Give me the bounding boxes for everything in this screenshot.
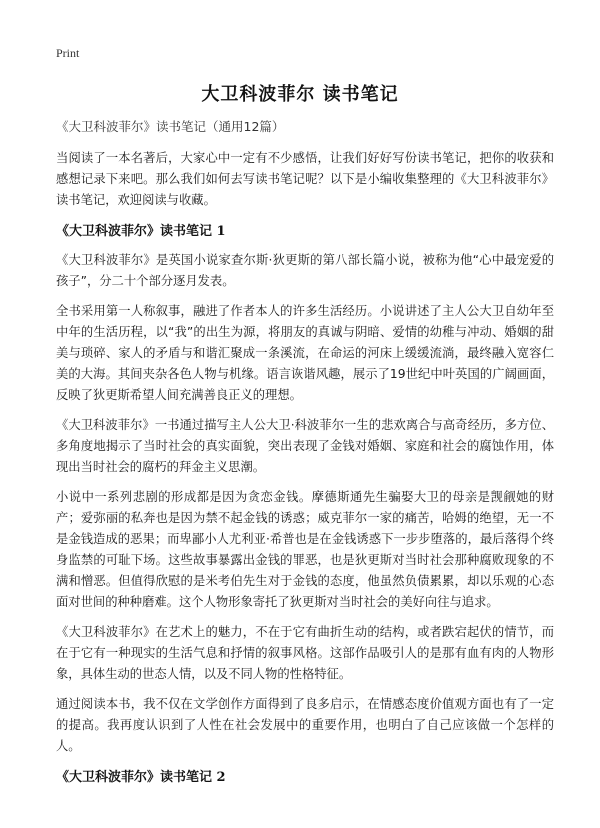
section-heading-1: 《大卫科波菲尔》读书笔记 1 xyxy=(56,224,226,239)
section-heading-2: 《大卫科波菲尔》读书笔记 2 xyxy=(56,770,226,785)
print-link[interactable]: Print xyxy=(56,46,80,60)
section1-paragraph-1: 《大卫科波菲尔》是英国小说家查尔斯·狄更斯的第八部长篇小说，被称为他“心中最宠爱的孩子”，分二十个部分逐月发表。 xyxy=(56,253,554,288)
article-subtitle: 《大卫科波菲尔》读书笔记（通用12篇） xyxy=(56,119,285,134)
section1-paragraph-6: 通过阅读本书，我不仅在文学创作方面得到了良多启示，在情感态度价值观方面也有了一定的提高。我再度认识到了人性在社会发展中的重要作用，也明白了自己应该做一个怎样的人。 xyxy=(56,697,554,753)
article-body xyxy=(56,118,554,796)
intro-paragraph: 当阅读了一本名著后，大家心中一定有不少感悟，让我们好好写份读书笔记，把你的收获和感想记录下来吧。那么我们如何去写读书笔记呢？以下是小编收集整理的《大卫科波菲尔》读书笔记，欢迎阅读与收藏。 xyxy=(56,151,554,207)
section1-paragraph-2: 全书采用第一人称叙事，融进了作者本人的许多生活经历。小说讲述了主人公大卫自幼年至中年的生活历程，以“我”的出生为源，将朋友的真诚与阴暗、爱情的幼稚与冲动、婚姻的甜美与琐碎、家人的矛盾与和谐汇聚成一条溪流，在命运的河床上缓缓流淌，最终融入宽容仁美的大海。其间夹杂各色人物与机缘。语言诙谐风趣，展示了19世纪中叶英国的广阔画面，反映了狄更斯希望人间充满善良正义的理想。 xyxy=(56,304,554,402)
section1-paragraph-4: 小说中一系列悲剧的形成都是因为贪恋金钱。摩德斯通先生骗娶大卫的母亲是觊觎她的财产；爱弥丽的私奔也是因为禁不起金钱的诱惑；威克菲尔一家的痛苦，哈姆的绝望，无一不是金钱造成的恶果；而卑鄙小人尤利亚·希普也是在金钱诱惑下一步步堕落的，最后落得个终身监禁的可耻下场。这些故事暴露出金钱的罪恶，也是狄更斯对当时社会那种腐败现象的不满和憎恶。但值得欣慰的是米考伯先生对于金钱的态度，他虽然负债累累，却以乐观的心态面对世间的种种磨难。这个人物形象寄托了狄更斯对当时社会的美好向往与追求。 xyxy=(56,490,554,609)
section1-paragraph-3: 《大卫科波菲尔》一书通过描写主人公大卫·科波菲尔一生的悲欢离合与高奇经历，多方位、多角度地揭示了当时社会的真实面貌，突出表现了金钱对婚姻、家庭和社会的腐蚀作用，体现出当时社会的腐朽的拜金主义思潮。 xyxy=(56,418,554,474)
page-title: 大卫科波菲尔 读书笔记 xyxy=(201,84,399,105)
section1-paragraph-5: 《大卫科波菲尔》在艺术上的魅力，不在于它有曲折生动的结构，或者跌宕起伏的情节，而在于它有一种现实的生活气息和抒情的叙事风格。这部作品吸引人的是那有血有肉的人物形象，具体生动的世态人情，以及不同人物的性格特征。 xyxy=(56,625,554,681)
